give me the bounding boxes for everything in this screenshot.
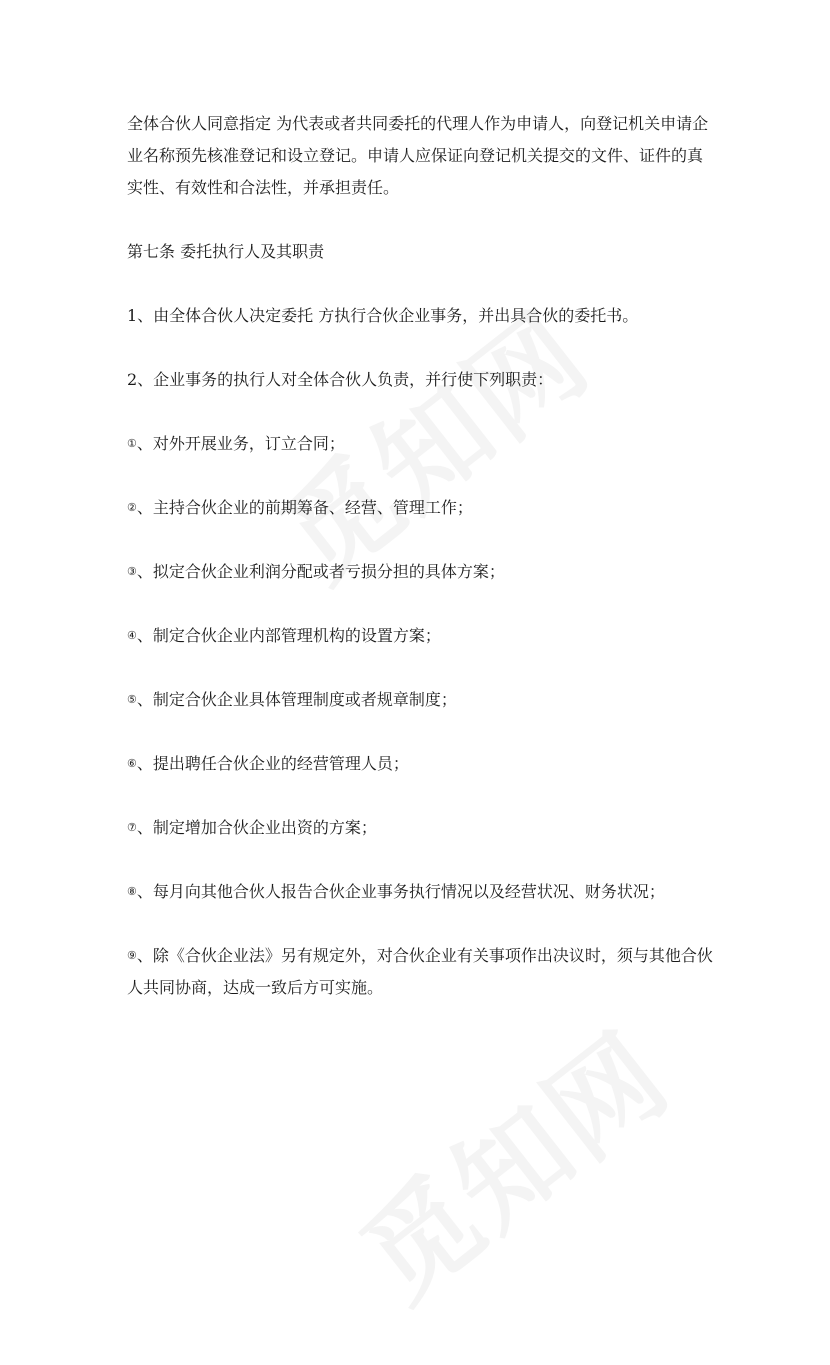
duty-number: ③ xyxy=(127,565,137,578)
duty-item xyxy=(127,556,717,588)
paragraph-clause-1: 1、由全体合伙人决定委托 方执行合伙企业事务，并出具合伙的委托书。 xyxy=(127,306,639,325)
duty-item xyxy=(127,812,717,844)
watermark-bottom xyxy=(294,955,725,1365)
duty-text: 、制定合伙企业具体管理制度或者规章制度； xyxy=(136,690,457,709)
paragraph-applicant: 全体合伙人同意指定 为代表或者共同委托的代理人作为申请人，向登记机关申请企业名称预先核准登记和设立登记。申请人应保证向登记机关提交的文件、证件的真实性、有效性和合法性，并承担责任。 xyxy=(127,114,709,197)
duty-item xyxy=(127,428,717,460)
duty-number: ⑨ xyxy=(127,949,137,962)
duty-text: 、除《合伙企业法》另有规定外，对合伙企业有关事项作出决议时，须与其他合伙人共同协商，达成一致后方可实施。 xyxy=(127,946,713,997)
duty-text: 、制定合伙企业内部管理机构的设置方案； xyxy=(136,626,441,645)
paragraph-clause-2: 2、企业事务的执行人对全体合伙人负责，并行使下列职责： xyxy=(127,370,554,389)
duty-item xyxy=(127,940,717,1004)
duty-number: ② xyxy=(127,501,137,514)
duty-text: 、提出聘任合伙企业的经营管理人员； xyxy=(136,754,409,773)
duty-number: ⑦ xyxy=(127,821,137,834)
duty-number: ⑧ xyxy=(127,885,137,898)
duty-text: 、对外开展业务，订立合同； xyxy=(136,434,345,453)
duty-item xyxy=(127,748,717,780)
duty-item xyxy=(127,620,717,652)
duty-item xyxy=(127,876,717,908)
duty-item xyxy=(127,684,717,716)
duty-number: ① xyxy=(127,437,137,450)
duty-number: ⑥ xyxy=(127,757,137,770)
duty-number: ⑤ xyxy=(127,693,137,706)
duty-item xyxy=(127,492,717,524)
duty-number: ④ xyxy=(127,629,137,642)
document-body xyxy=(127,108,717,1004)
duty-text: 、主持合伙企业的前期筹备、经营、管理工作； xyxy=(136,498,473,517)
duty-text: 、拟定合伙企业利润分配或者亏损分担的具体方案； xyxy=(136,562,505,581)
article-heading: 第七条 委托执行人及其职责 xyxy=(127,242,325,261)
duty-text: 、每月向其他合伙人报告合伙企业事务执行情况以及经营状况、财务状况； xyxy=(136,882,665,901)
duty-text: 、制定增加合伙企业出资的方案； xyxy=(136,818,377,837)
